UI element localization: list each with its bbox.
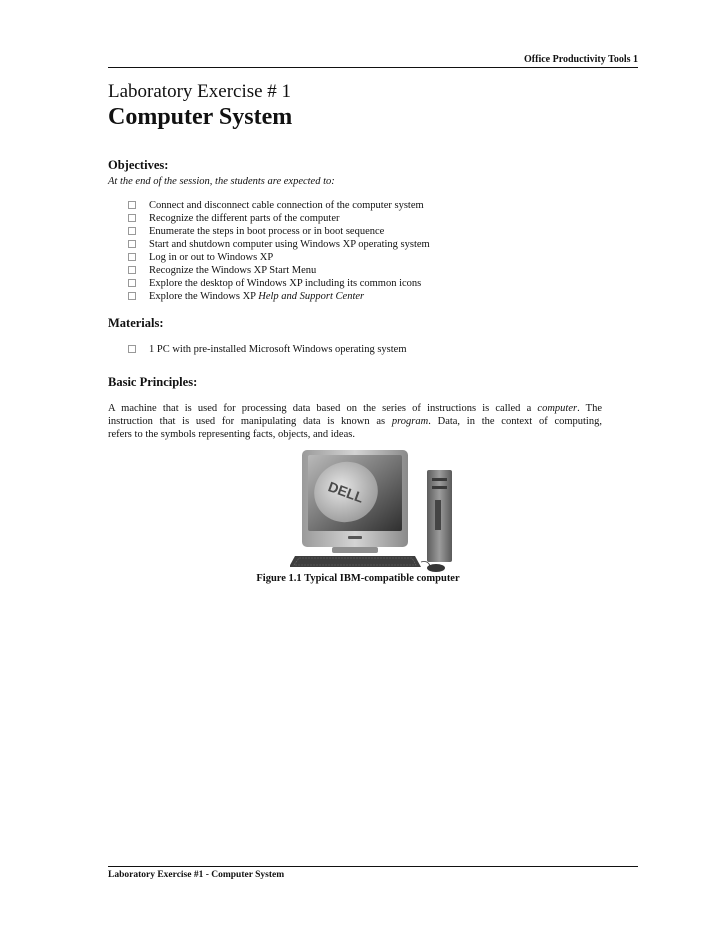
- checkbox-bullet-icon: [128, 227, 136, 235]
- objectives-heading: Objectives:: [108, 158, 169, 172]
- checkbox-bullet-icon: [128, 201, 136, 209]
- list-item: Connect and disconnect cable connection of the computer system: [128, 199, 430, 212]
- list-item: Enumerate the steps in boot process or in boot sequence: [128, 225, 430, 238]
- list-item: Log in or out to Windows XP: [128, 251, 430, 264]
- objectives-intro: At the end of the session, the students are expected to:: [108, 176, 335, 187]
- running-footer: Laboratory Exercise #1 - Computer System: [108, 870, 285, 880]
- keyboard: [290, 556, 421, 567]
- program-term: program: [391, 416, 429, 427]
- checkbox-bullet-icon: [128, 345, 136, 353]
- checkbox-bullet-icon: [128, 214, 136, 222]
- checkbox-bullet-icon: [128, 279, 136, 287]
- checkbox-bullet-icon: [128, 240, 136, 248]
- paragraph-line: refers to the symbols representing facts, objects, and ideas.: [108, 429, 355, 440]
- basic-principles-heading: Basic Principles:: [108, 375, 198, 389]
- list-item: Explore the desktop of Windows XP including its common icons: [128, 277, 430, 290]
- lab-exercise-title: Laboratory Exercise # 1: [108, 81, 292, 102]
- running-header: Office Productivity Tools 1: [524, 54, 638, 65]
- figure-caption: Figure 1.1 Typical IBM-compatible computer: [256, 573, 460, 584]
- list-item: Start and shutdown computer using Windows XP operating system: [128, 238, 430, 251]
- checkbox-bullet-icon: [128, 292, 136, 300]
- paragraph-line: instruction that is used for manipulating data is known as program. Data, in the context of computing,: [108, 416, 602, 427]
- basic-principles-paragraph: [108, 402, 602, 441]
- list-item: Explore the Windows XP Help and Support Center: [128, 290, 430, 303]
- computer-term: computer: [537, 403, 578, 414]
- materials-heading: Materials:: [108, 316, 164, 330]
- computer-figure: [290, 448, 490, 572]
- list-item: Recognize the different parts of the computer: [128, 212, 430, 225]
- checkbox-bullet-icon: [128, 253, 136, 261]
- materials-list: [128, 343, 406, 356]
- list-item: 1 PC with pre-installed Microsoft Windows operating system: [128, 343, 406, 356]
- list-item: Recognize the Windows XP Start Menu: [128, 264, 430, 277]
- objectives-list: [128, 199, 430, 303]
- monitor-logo: DELL: [326, 478, 366, 506]
- paragraph-line: A machine that is used for processing data based on the series of instructions is called a computer. The: [108, 403, 602, 414]
- help-center-term: Help and Support Center: [258, 291, 365, 302]
- header-rule: [108, 67, 638, 68]
- checkbox-bullet-icon: [128, 266, 136, 274]
- page-title: Computer System: [108, 104, 293, 130]
- footer-rule: [108, 866, 638, 867]
